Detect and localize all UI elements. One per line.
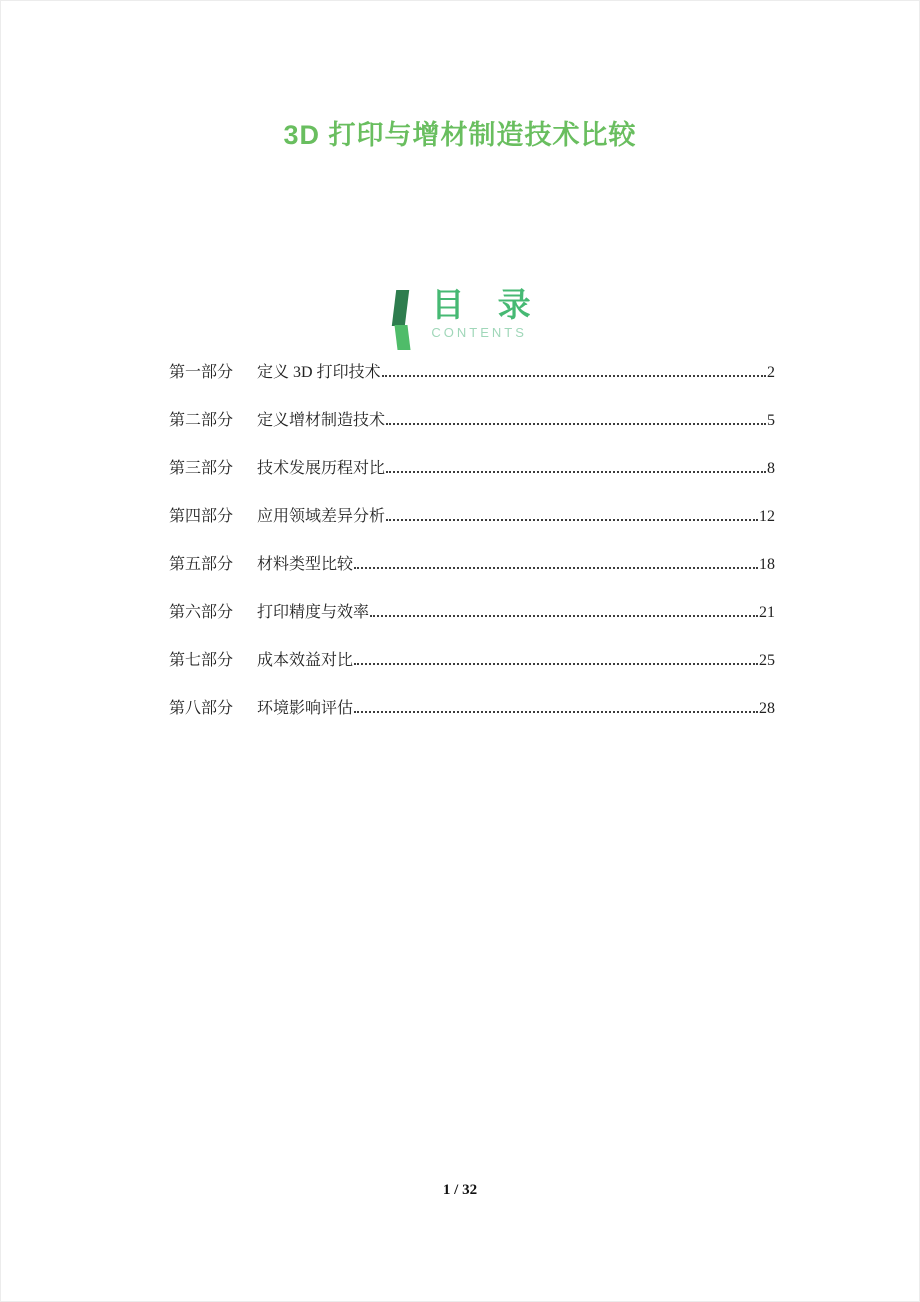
toc-entry[interactable] xyxy=(169,554,775,575)
toc-entry[interactable] xyxy=(169,458,775,479)
logo-light-bar xyxy=(395,325,411,350)
toc-entry-page: 18 xyxy=(759,556,775,573)
page-title: 3D 打印与增材制造技术比较 xyxy=(283,120,637,150)
toc-leader-dots xyxy=(386,471,766,473)
toc-entry-page: 25 xyxy=(759,652,775,669)
toc-entry-title: 技术发展历程对比 xyxy=(257,460,386,477)
toc-leader-dots xyxy=(354,663,758,665)
toc-heading: 目 录 xyxy=(431,286,535,323)
toc-subheading: CONTENTS xyxy=(431,325,527,340)
toc-entry-part: 第三部分 xyxy=(169,460,234,477)
toc-entry[interactable] xyxy=(169,506,775,527)
toc-entry[interactable] xyxy=(169,650,775,671)
toc-entry[interactable] xyxy=(169,362,775,383)
toc-list xyxy=(169,362,775,746)
toc-leader-dots xyxy=(386,423,766,425)
toc-heading-group xyxy=(431,287,534,340)
toc-entry-part: 第八部分 xyxy=(169,700,234,717)
toc-entry[interactable] xyxy=(169,602,775,623)
toc-entry-part: 第一部分 xyxy=(169,364,234,381)
toc-entry-title: 材料类型比较 xyxy=(257,556,354,573)
toc-entry-page: 28 xyxy=(759,700,775,717)
toc-entry-part: 第五部分 xyxy=(169,556,234,573)
toc-leader-dots xyxy=(382,375,766,377)
toc-entry-title: 定义 3D 打印技术 xyxy=(257,364,381,381)
toc-leader-dots xyxy=(370,615,758,617)
toc-entry-part: 第四部分 xyxy=(169,508,234,525)
toc-entry-part: 第七部分 xyxy=(169,652,234,669)
toc-entry-page: 12 xyxy=(759,508,775,525)
toc-header xyxy=(1,287,919,353)
toc-entry-part: 第二部分 xyxy=(169,412,234,429)
toc-entry-page: 8 xyxy=(767,460,775,477)
toc-entry-title: 成本效益对比 xyxy=(257,652,354,669)
toc-entry[interactable] xyxy=(169,410,775,431)
toc-leader-dots xyxy=(354,567,758,569)
toc-entry-page: 2 xyxy=(767,364,775,381)
toc-entry-title: 打印精度与效率 xyxy=(257,604,370,621)
toc-leader-dots xyxy=(386,519,758,521)
page-indicator: 1 / 32 xyxy=(442,1182,478,1198)
page-footer xyxy=(1,1182,919,1199)
toc-entry-title: 定义增材制造技术 xyxy=(257,412,386,429)
toc-leader-dots xyxy=(354,711,758,713)
toc-entry-page: 5 xyxy=(767,412,775,429)
toc-entry-part: 第六部分 xyxy=(169,604,234,621)
toc-logo-ribbon-icon xyxy=(385,287,423,353)
toc-entry[interactable] xyxy=(169,698,775,719)
toc-entry-title: 环境影响评估 xyxy=(257,700,354,717)
toc-entry-title: 应用领域差异分析 xyxy=(257,508,386,525)
logo-dark-bar xyxy=(392,290,409,326)
toc-entry-page: 21 xyxy=(759,604,775,621)
